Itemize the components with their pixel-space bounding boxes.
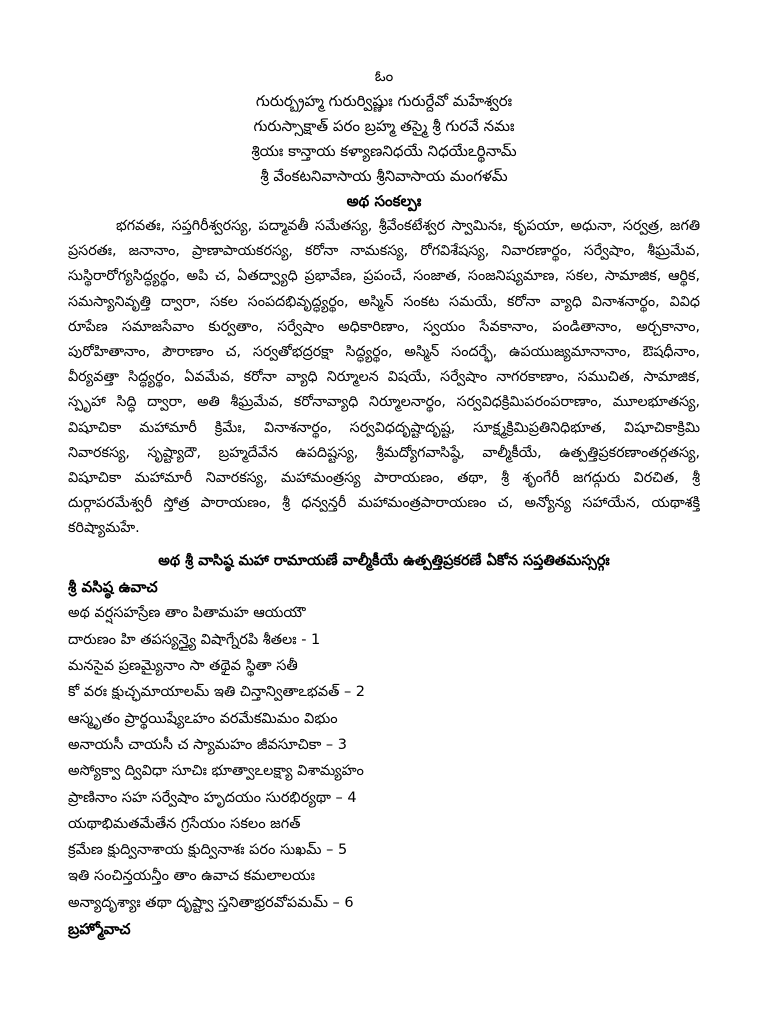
verse-line: అనాయసీ చాయసీ చ స్యామహం జీవసూచికా – 3: [68, 736, 348, 753]
next-speaker-heading: బ్రహ్మోవాచ: [68, 920, 131, 938]
verse-block: [68, 600, 700, 916]
speaker-heading: శ్రీ వసిష్ఠ ఉవాచ: [68, 578, 158, 597]
sankalpa-line: స్పృహా సిద్ధి ద్వారా, అతి శీఘ్రమేవ, కరోనావ్యాధి నిర్మూలనార్థం, సర్వవిధక్రిమిపరంపరాణాం, మూలభూతస్య,: [68, 394, 700, 411]
sankalpa-line: సుస్థిరారోగ్యసిద్ధ్యర్థం, అపి చ, ఏతద్వ్యాధి ప్రభావేణ, ప్రపంచే, సంజాత, సంజనిష్యమాణ, సకల, సామాజిక, ఆర్థిక,: [68, 268, 700, 285]
sankalpa-line: దుర్గాపరమేశ్వరీ స్తోత్ర పారాయణం, శ్రీ ధన్వన్తరీ మహామంత్రపారాయణం చ, అన్యోన్య సహాయేన, యథాశక్తి: [68, 495, 700, 512]
sarga-title: అథ శ్రీ వాసిష్ఠ మహా రామాయణే వాల్మీకీయే ఉత్పత్తిప్రకరణే ఏకోన సప్తతితమస్సర్గః: [158, 553, 610, 570]
verse-line: అన్యాదృశ్యాః తథా దృష్ట్వా స్తనితాభ్రరవోపమమ్ – 6: [68, 894, 354, 911]
sankalpa-line: నివారకస్య, సృష్ట్యాదౌ, బ్రహ్మదేవేన ఉపదిష్టస్య, శ్రీమద్యోగవాసిష్ఠే, వాల్మీకీయే, ఉత్పత్తిప్రకరణాంతర్గతస్య,: [68, 444, 700, 461]
verse-line: యథాభిమతమేతేన గ్రసేయం సకలం జగత్: [68, 815, 301, 832]
sankalpa-line: రూపేణ సమాజసేవాం కుర్వతాం, సర్వేషాం అధికారిణాం, స్వయం సేవకానాం, పండితానాం, అర్చకానాం,: [68, 318, 700, 335]
sankalpa-line: సమస్యానివృత్తి ద్వారా, సకల సంపదభివృద్ధ్యర్థం, అస్మిన్ సంకట సమయే, కరోనా వ్యాధి వినాశనార్థం, వివిధ: [68, 293, 700, 310]
sankalpa-line: విషూచికా మహామారీ నివారకస్య, మహామంత్రస్య పారాయణం, తథా, శ్రీ శృంగేరీ జగద్గురు విరచిత, శ్రీ: [68, 469, 700, 486]
verse-line: అథ వర్షసహస్రేణ తాం పితామహ ఆయయౌ: [68, 605, 306, 622]
invocation-line-1: గురుర్బ్రహ్మ గురుర్విష్ణుః గురుర్దేవో మహేశ్వరః: [255, 92, 513, 110]
verse-line: మనసైవ ప్రణమ్యైనాం సా తథైవ స్థితా సతీ: [68, 658, 298, 675]
sankalpa-paragraph: [68, 214, 700, 541]
sankalpa-line: కరిష్యామహే.: [68, 520, 140, 537]
sankalpa-line: పురోహితానాం, పౌరాణాం చ, సర్వతోభద్రరక్షా సిద్ధ్యర్థం, అస్మిన్ సందర్భే, ఉపయుజ్యమానానాం, ఔషధీనాం,: [68, 343, 700, 360]
sankalpa-line: వీర్యవత్తా సిద్ధ్యర్థం, ఏవమేవ, కరోనా వ్యాధి నిర్మూలన విషయే, సర్వేషాం నాగరకాణాం, సముచిత, సామాజిక,: [68, 369, 700, 386]
om-line: ఓం: [374, 67, 394, 85]
verse-line: అస్యోక్వా ద్వివిధా సూచిః భూత్వాఽలక్ష్యా విశామ్యహం: [68, 763, 364, 780]
verse-line: క్రమేణ క్షుద్వినాశాయ క్షుద్వినాశః పరం సుఖమ్ – 5: [68, 842, 348, 859]
sankalpa-line: ప్రసరతః, జనానాం, ప్రాణాపాయకరస్య, కరోనా నామకస్య, రోగవిశేషస్య, నివారణార్థం, సర్వేషాం, శీఘ్రమేవ,: [68, 243, 700, 260]
invocation-line-3: శ్రియః కాన్తాయ కళ్యాణనిధయే నిధయేఽర్థినామ్: [251, 142, 517, 160]
sankalpa-title: అథ సంకల్పః: [346, 192, 422, 210]
verse-line: ప్రాణినాం సహ సర్వేషాం హృదయం సురభిర్యథా – 4: [68, 789, 357, 806]
invocation-line-2: గురుస్సాక్షాత్ పరం బ్రహ్మ తస్మై శ్రీ గురవే నమః: [253, 117, 515, 135]
verse-line: కో వరః క్షుచ్ఛమాయాలమ్ ఇతి చిన్తాన్వితాఽభవత్ – 2: [68, 684, 366, 701]
sankalpa-line: విషూచికా మహామారీ క్రిమేః, వినాశనార్థం, సర్వవిధదృష్టాదృష్ట, సూక్ష్మక్రిమిప్రతినిధిభూత, విషూచికాక్రిమి: [68, 419, 700, 436]
sankalpa-line: భగవతః, సప్తగిరీశ్వరస్య, పద్మావతీ సమేతస్య, శ్రీవేంకటేశ్వర స్వామినః, కృపయా, అధునా, సర్వత్ర, జగతి: [116, 218, 700, 234]
verse-line: దారుణం హి తపస్యన్త్యై విషాగ్నేరపి శీతలః - 1: [68, 631, 321, 648]
verse-line: ఇతి సంచిన్తయన్తీం తాం ఉవాచ కమలాలయః: [68, 868, 315, 885]
invocation-line-4: శ్రీ వేంకటనివాసాయ శ్రీనివాసాయ మంగళమ్: [260, 167, 508, 185]
verse-line: ఆస్మృతం ప్రార్థయిష్యేఽహం వరమేకమిమం విభుం: [68, 710, 338, 727]
